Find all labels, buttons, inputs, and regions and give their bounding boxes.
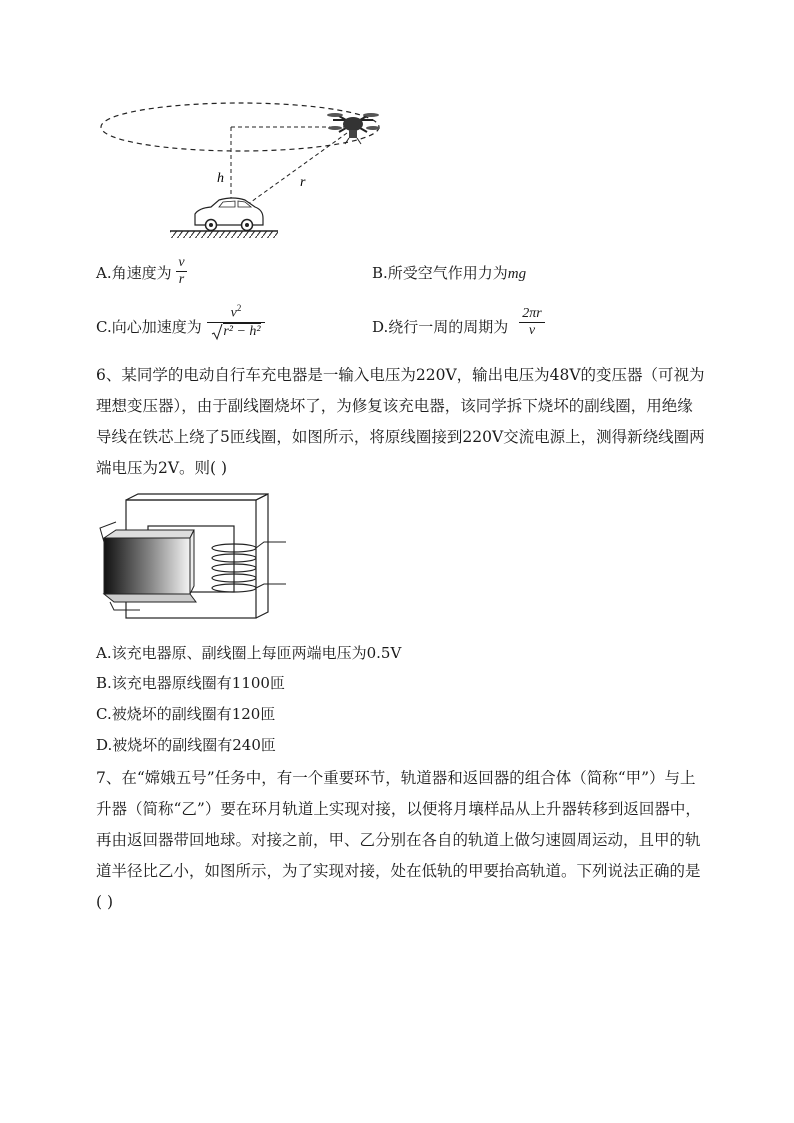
sqrt-icon (211, 323, 223, 341)
primary-lead-bottom (110, 602, 140, 610)
q5-option-a: A.角速度为 (96, 264, 172, 282)
q5-option-a-fraction: v r (176, 255, 187, 288)
label-r: r (300, 175, 306, 190)
drone-icon (327, 113, 380, 144)
ground-hatching (170, 231, 278, 238)
q7-stem: 7、在“嫦娥五号”任务中，有一个重要环节，轨道器和返回器的组合体（简称“甲”）与上升器（简称“乙”）要在环月轨道上实现对接，以便将月壤样品从上升器转移到返回器中，再由返回器带回地球。对接之前，甲、乙分别在各自的轨道上做匀速圆周运动，且甲的轨道半径比乙小，如图所示，为了实现对接，处在低轨的甲要抬高轨道。下列说法正确的是( ) (96, 769, 701, 911)
transformer-figure (96, 492, 292, 624)
q6-option-d: D.被烧坏的副线圈有240匝 (96, 736, 276, 754)
q6-stem: 6、某同学的电动自行车充电器是一输入电压为220V，输出电压为48V的变压器（可视为理想变压器），由于副线圈烧坏了，为修复该充电器，该同学拆下烧坏的副线圈，用绝缘导线在铁芯上绕了5匝线圈，如图所示，将原线圈接到220V交流电源上，测得新绕线圈两端电压为2V。则( ) (96, 366, 705, 477)
q5-option-b: B.所受空气作用力为mg (372, 264, 527, 282)
q5-option-d-fraction: 2πr v (519, 306, 545, 339)
label-h: h (217, 171, 224, 186)
q5-option-c: C.向心加速度为 (96, 318, 202, 336)
secondary-lead-top (256, 542, 286, 548)
secondary-lead-bottom (256, 584, 286, 588)
drone-orbit-figure (95, 100, 405, 240)
q6-option-b: B.该充电器原线圈有1100匝 (96, 674, 285, 692)
q5-option-d: D.绕行一周的周期为 (372, 318, 509, 336)
car-icon (195, 198, 263, 231)
q6-option-a: A.该充电器原、副线圈上每匝两端电压为0.5V (96, 644, 402, 662)
q5-option-c-fraction: $v^2$ r² − h² (207, 300, 265, 341)
q6-option-c: C.被烧坏的副线圈有120匝 (96, 705, 276, 723)
primary-coil (104, 538, 190, 594)
